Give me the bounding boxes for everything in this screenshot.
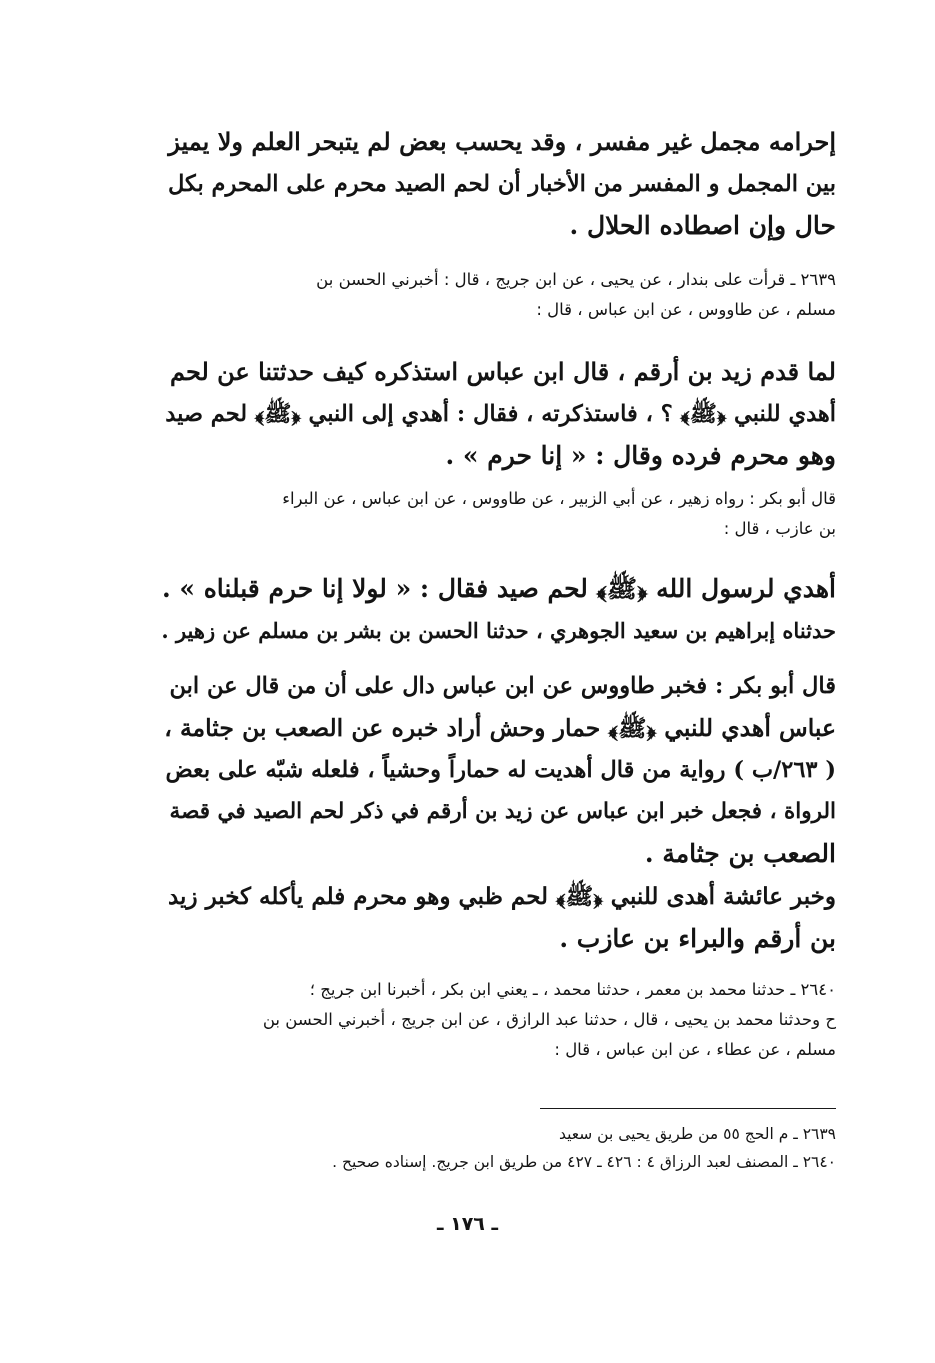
text-line: مسلم ، عن طاووس ، عن ابن عباس ، قال : [536,300,836,319]
footnote-separator [540,1108,836,1109]
text-line: ٢٦٣٩ ـ قرأت على بندار ، عن يحيى ، عن ابن جريج ، قال : أخبرني الحسن بن [316,270,836,289]
page-number: ـ ١٧٦ ـ [436,1213,498,1235]
text-line: أهدي للنبي ﴿ﷺ﴾ ؟ ، فاستذكرته ، فقال : أهدي إلى النبي ﴿ﷺ﴾ لحم صيد [165,401,836,427]
text-line: بين المجمل و المفسر من الأخبار أن لحم الصيد محرم على المحرم بكل [167,171,836,197]
paragraph-4 [160,665,836,875]
text-line: لما قدم زيد بن أرقم ، قال ابن عباس استذكره كيف حدثتنا عن لحم [170,357,836,386]
text-line: إحرامه مجمل غير مفسر ، وقد يحسب بعض لم يتبحر العلم ولا يميز [168,127,836,156]
paragraph-2 [160,351,836,477]
text-line: قال أبو بكر : رواه زهير ، عن أبي الزبير ، عن طاووس ، عن ابن عباس ، عن البراء [282,489,836,508]
isnad-2640 [160,975,836,1065]
text-line: بن عازب ، قال : [723,519,836,538]
text-line: الصعب بن جثامة . [644,839,836,868]
paragraph-5 [160,876,836,960]
footnote-2639: ٢٦٣٩ ـ م الحج ٥٥ من طريق يحيى بن سعيد [558,1125,836,1143]
text-line: الرواة ، فجعل خبر ابن عباس عن زيد بن أرقم في ذكر لحم الصيد في قصة [169,799,836,824]
isnad-zuhair [160,484,836,544]
text-line: حدثناه إبراهيم بن سعيد الجوهري ، حدثنا الحسن بن بشر بن مسلم عن زهير . [161,618,836,643]
text-line: ح وحدثنا محمد بن يحيى ، قال ، حدثنا عبد الرازق ، عن ابن جريج ، أخبرني الحسن بن [262,1010,836,1029]
footnote-2640: ٢٦٤٠ ـ المصنف لعبد الرزاق ٤ : ٤٢٦ ـ ٤٢٧ من طريق ابن جريج. إسناده صحيح . [332,1153,836,1171]
text-line: بن أرقم والبراء بن عازب . [559,924,836,953]
text-line: مسلم ، عن عطاء ، عن ابن عباس ، قال : [554,1040,836,1059]
text-line: ٢٦٤٠ ـ حدثنا محمد بن معمر ، حدثنا محمد ، ـ يعني ابن بكر ، أخبرنا ابن جريج ؛ [309,980,836,999]
text-line: حال وإن اصطاده الحلال . [569,211,836,240]
isnad-2639 [160,265,836,325]
text-line: وهو محرم فرده وقال : « إنا حرم » . [445,441,836,470]
paragraph-1 [160,121,836,247]
text-line: ( ٢٦٣/ب ) رواية من قال أهديت له حماراً وحشياً ، فلعله شبّه على بعض [165,757,836,783]
text-line: قال أبو بكر : فخبر طاووس عن ابن عباس دال على أن من قال عن ابن [169,673,836,699]
text-line: عباس أهدي للنبي ﴿ﷺ﴾ حمار وحش أراد خبره عن الصعب بن جثامة ، [164,714,836,742]
text-line: أهدي لرسول الله ﴿ﷺ﴾ لحم صيد فقال : « لولا إنا حرم قبلناه » . [161,574,836,603]
paragraph-3 [160,568,836,652]
footnotes [160,1120,836,1176]
text-line: وخبر عائشة أهدى للنبي ﴿ﷺ﴾ لحم ظبي وهو محرم فلم يأكله كخبر زيد [167,883,836,910]
